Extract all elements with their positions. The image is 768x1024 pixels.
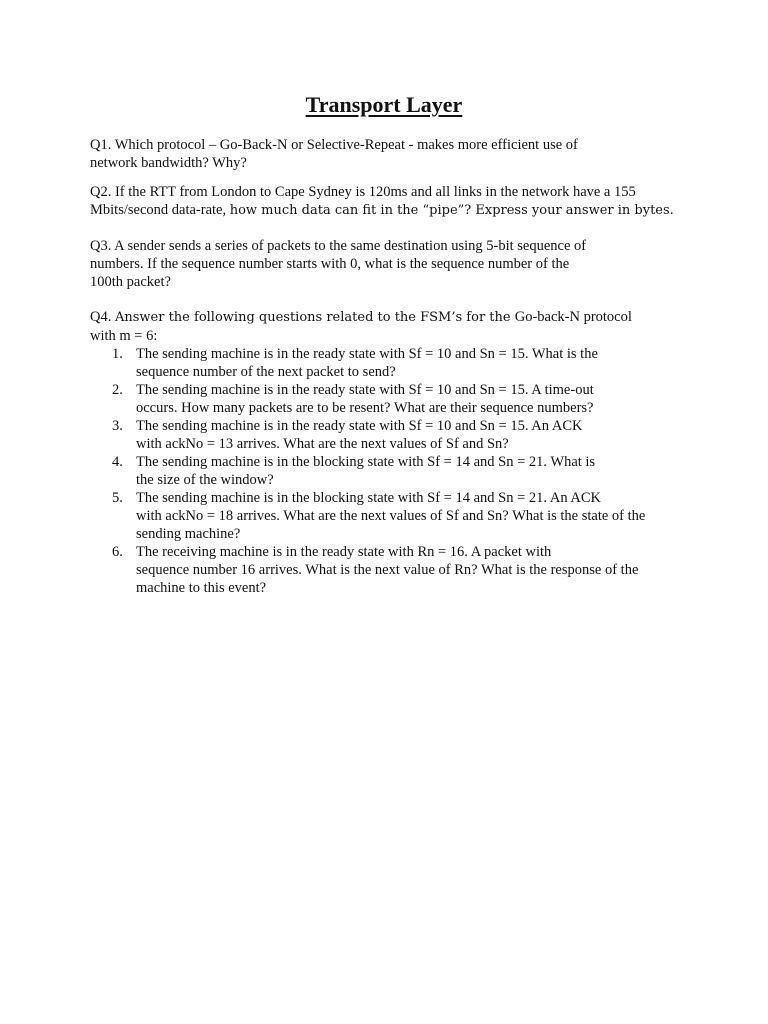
document-body: [90, 136, 690, 597]
list-item-line: sequence number 16 arrives. What is the next value of Rn? What is the response of the: [136, 562, 639, 578]
question-4-line: [90, 308, 690, 327]
question-3: [90, 237, 690, 291]
list-item-line: occurs. How many packets are to be resent? What are their sequence numbers?: [136, 400, 594, 416]
question-4: [90, 308, 690, 597]
list-item-line: sending machine?: [136, 526, 241, 542]
list-item-line: The sending machine is in the blocking state with Sf = 14 and Sn = 21. What is: [136, 454, 596, 470]
question-2-line: [90, 201, 690, 220]
list-item: [90, 453, 690, 489]
question-4-text: Go-back-N protocol: [514, 309, 632, 325]
list-item: [90, 345, 690, 381]
list-item: [90, 417, 690, 453]
document-title: Transport Layer: [305, 92, 463, 117]
question-2: [90, 183, 690, 220]
list-item: [90, 381, 690, 417]
list-item-line: the size of the window?: [136, 472, 274, 488]
question-3-line: numbers. If the sequence number starts with 0, what is the sequence number of the: [90, 256, 570, 272]
list-item: [90, 489, 690, 543]
list-item-line: with ackNo = 18 arrives. What are the next values of Sf and Sn? What is the state of the: [136, 508, 646, 524]
question-4-text: Answer the following questions related to the FSM’s for the: [114, 310, 515, 325]
list-item-line: The sending machine is in the blocking state with Sf = 14 and Sn = 21. An ACK: [136, 490, 602, 506]
list-item-line: machine to this event?: [136, 580, 267, 596]
list-item-line: The receiving machine is in the ready state with Rn = 16. A packet with: [136, 544, 552, 560]
list-item-line: sequence number of the next packet to send?: [136, 364, 396, 380]
question-4-line: with m = 6:: [90, 328, 158, 344]
question-1-line: Q1. Which protocol – Go-Back-N or Selective-Repeat - makes more efficient use of: [90, 137, 578, 153]
list-number: 1.: [112, 346, 123, 362]
list-item-line: The sending machine is in the ready state with Sf = 10 and Sn = 15. A time-out: [136, 382, 594, 398]
list-item-line: The sending machine is in the ready state with Sf = 10 and Sn = 15. What is the: [136, 346, 598, 362]
question-3-line: 100th packet?: [90, 274, 171, 290]
list-item-line: with ackNo = 13 arrives. What are the next values of Sf and Sn?: [136, 436, 509, 452]
question-2-line: Q2. If the RTT from London to Cape Sydney is 120ms and all links in the network have a 155: [90, 184, 636, 200]
list-item-line: The sending machine is in the ready state with Sf = 10 and Sn = 15. An ACK: [136, 418, 583, 434]
list-number: 2.: [112, 382, 123, 398]
question-1-line: network bandwidth? Why?: [90, 155, 247, 171]
question-2-text: Mbits/second data-rate,: [90, 202, 230, 218]
list-item: [90, 543, 690, 597]
question-4-list: [90, 345, 690, 597]
list-number: 3.: [112, 418, 123, 434]
question-2-text: how much data can fit in the “pipe”? Express your answer in bytes.: [229, 203, 674, 218]
list-number: 4.: [112, 454, 123, 470]
question-1: [90, 136, 690, 172]
list-number: 5.: [112, 490, 123, 506]
question-4-text: Q4.: [90, 309, 115, 325]
list-number: 6.: [112, 544, 123, 560]
question-3-line: Q3. A sender sends a series of packets to the same destination using 5-bit sequence of: [90, 238, 587, 254]
